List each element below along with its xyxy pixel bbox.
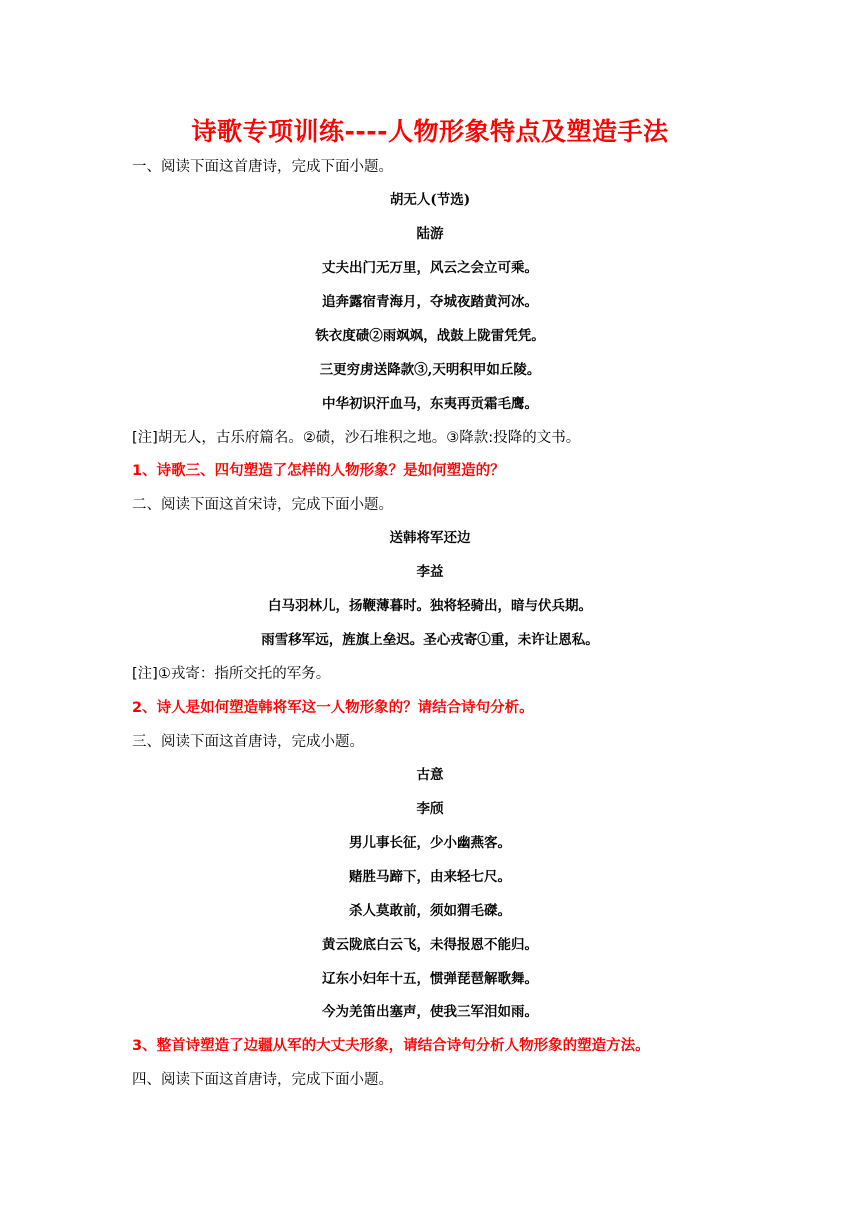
section-1-poem-line: 三更穷虏送降款③,天明积甲如丘陵。	[319, 362, 541, 378]
section-3-author: 李颀	[416, 801, 444, 817]
question-2: 2、诗人是如何塑造韩将军这一人物形象的？请结合诗句分析。	[132, 700, 534, 716]
question-3: 3、整首诗塑造了边疆从军的大丈夫形象，请结合诗句分析人物形象的塑造方法。	[132, 1038, 650, 1054]
section-3-poem-title: 古意	[416, 767, 444, 783]
section-4-heading: 四、阅读下面这首唐诗，完成下面小题。	[132, 1072, 393, 1088]
section-2-poem-line: 雨雪移军远，旌旗上垒迟。圣心戎寄①重，未许让恩私。	[261, 632, 599, 648]
section-2-heading: 二、阅读下面这首宋诗，完成下面小题。	[132, 497, 393, 513]
section-1-poem-line: 中华初识汗血马，东夷再贡霜毛鹰。	[322, 396, 538, 412]
section-2-note: [注]①戎寄：指所交托的军务。	[132, 666, 331, 682]
section-1-heading: 一、阅读下面这首唐诗，完成下面小题。	[132, 159, 393, 175]
section-3-poem-line: 今为羌笛出塞声，使我三军泪如雨。	[322, 1004, 538, 1020]
section-1-poem-line: 铁衣度碛②雨飒飒，战鼓上陇雷凭凭。	[315, 328, 545, 344]
section-3-poem-line: 杀人莫敢前，须如猬毛磔。	[349, 903, 511, 919]
section-3-poem-line: 辽东小妇年十五，惯弹琵琶解歌舞。	[322, 971, 538, 987]
section-1-note: [注]胡无人，古乐府篇名。②碛，沙石堆积之地。③降款:投降的文书。	[132, 430, 581, 446]
section-3-poem-line: 黄云陇底白云飞，未得报恩不能归。	[322, 937, 538, 953]
section-3-heading: 三、阅读下面这首唐诗，完成小题。	[132, 734, 364, 750]
section-1-poem-title: 胡无人(节选)	[389, 192, 471, 208]
section-2-poem-line: 白马羽林儿，扬鞭薄暮时。独将轻骑出，暗与伏兵期。	[268, 598, 592, 614]
section-1-poem-line: 追奔露宿青海月，夺城夜踏黄河冰。	[322, 294, 538, 310]
section-2-author: 李益	[416, 564, 444, 580]
section-2-poem-title: 送韩将军还边	[389, 530, 471, 546]
section-1-poem-line: 丈夫出门无万里，风云之会立可乘。	[322, 260, 538, 276]
section-3-poem-line: 男儿事长征，少小幽燕客。	[349, 835, 511, 851]
section-3-poem-line: 赌胜马蹄下，由来轻七尺。	[349, 869, 511, 885]
section-1-author: 陆游	[416, 226, 444, 242]
page-title: 诗歌专项训练----人物形象特点及塑造手法	[191, 117, 669, 146]
question-1: 1、诗歌三、四句塑造了怎样的人物形象？是如何塑造的？	[132, 463, 505, 479]
